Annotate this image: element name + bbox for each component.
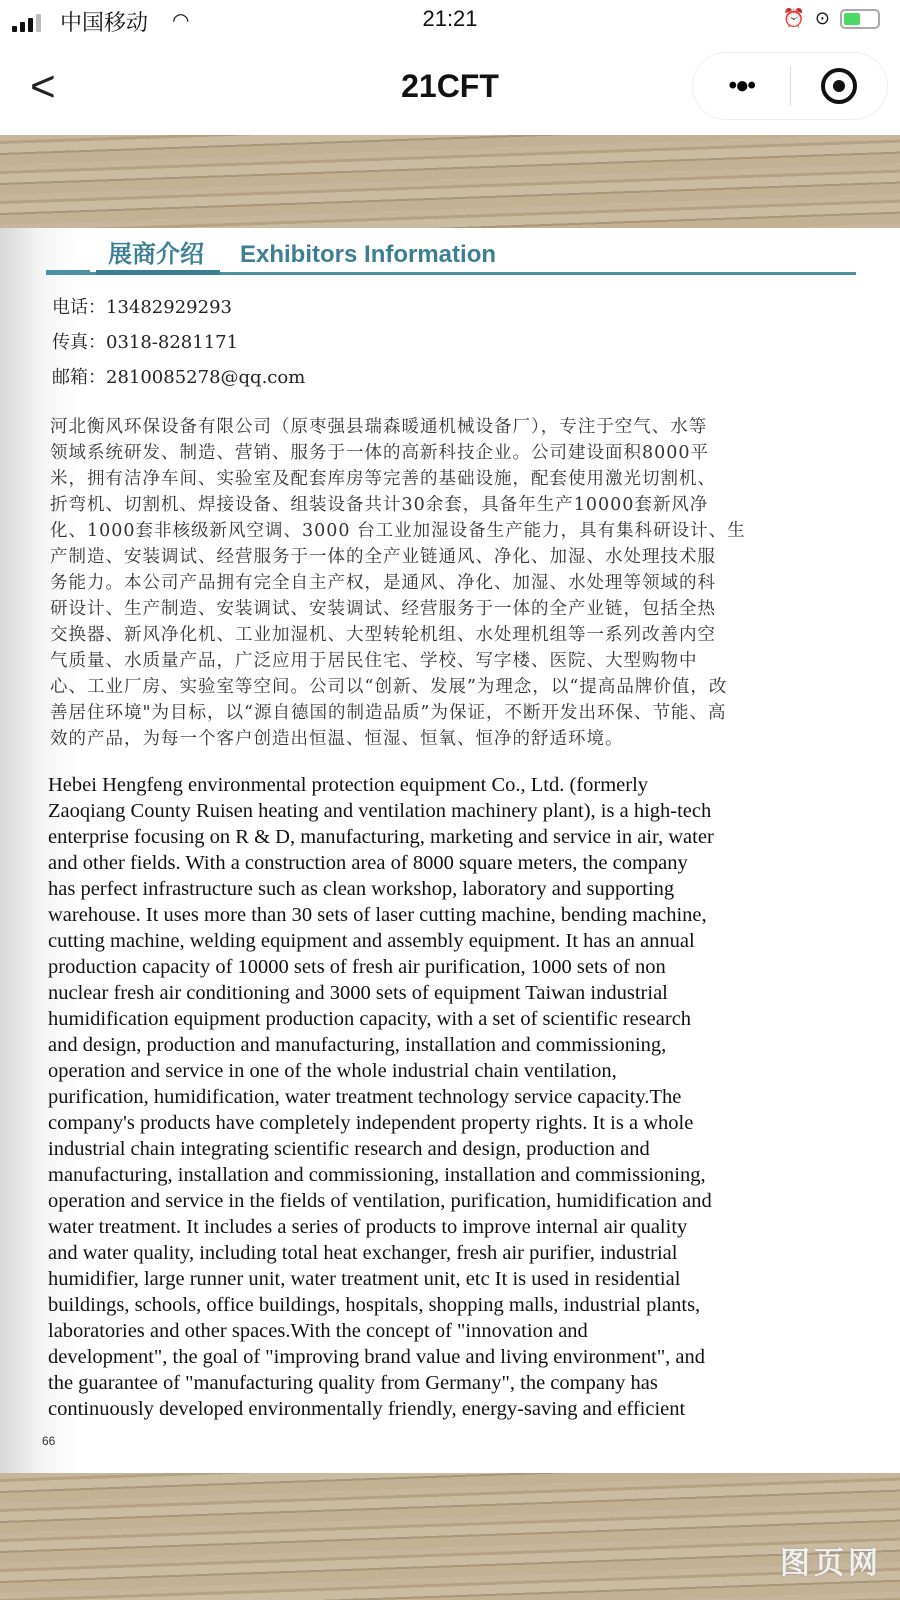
- text-line: operation and service in the fields of ventilation, purification, humidification and: [48, 1190, 712, 1212]
- page-number: 66: [42, 1434, 56, 1448]
- brochure-page: [0, 228, 900, 1473]
- target-icon: [821, 68, 857, 104]
- text-line: 交换器、新风净化机、工业加湿机、大型转轮机组、水处理机组等一系列改善内空: [50, 625, 716, 645]
- text-line: continuously developed environmentally friendly, energy-saving and efficient: [48, 1398, 686, 1420]
- text-line: warehouse. It uses more than 30 sets of laser cutting machine, bending machine,: [48, 904, 707, 926]
- text-line: 化、1000套非核级新风空调、3000 台工业加湿设备生产能力，具有集科研设计、生: [50, 521, 746, 541]
- back-button[interactable]: <: [30, 62, 56, 111]
- text-line: 折弯机、切割机、焊接设备、组装设备共计30余套，具备年生产10000套新风净: [50, 495, 709, 515]
- text-line: the guarantee of "manufacturing quality from Germany", the company has: [48, 1372, 658, 1394]
- text-line: operation and service in one of the whole industrial chain ventilation,: [48, 1060, 617, 1082]
- page-title: 21CFT: [401, 68, 499, 104]
- text-line: 河北衡风环保设备有限公司（原枣强县瑞森暖通机械设备厂），专注于空气、水等: [50, 417, 708, 437]
- text-line: humidifier, large runner unit, water treatment unit, etc It is used in residential: [48, 1268, 681, 1290]
- text-line: enterprise focusing on R & D, manufacturing, marketing and service in air, water: [48, 826, 714, 848]
- text-line: 米，拥有洁净车间、实验室及配套库房等完善的基础设施，配套使用激光切割机、: [50, 469, 716, 489]
- contact-info: [52, 290, 305, 395]
- text-line: company's products have completely independent property rights. It is a whole: [48, 1112, 694, 1134]
- text-line: development", the goal of "improving brand value and living environment", and: [48, 1346, 706, 1368]
- more-button[interactable]: •●•: [728, 72, 754, 99]
- text-line: and other fields. With a construction area of 8000 square meters, the company: [48, 852, 688, 874]
- text-line: 研设计、生产制造、安装调试、安装调试、经营服务于一体的全产业链，包括全热: [50, 599, 716, 619]
- text-line: Zaoqiang County Ruisen heating and ventilation machinery plant), is a high-tech: [48, 800, 712, 822]
- alarm-icon: ⏰: [782, 8, 805, 28]
- text-line: 产制造、安装调试、经营服务于一体的全产业链通风、净化、加湿、水处理技术服: [50, 547, 716, 567]
- watermark: 图页网: [780, 1547, 882, 1580]
- status-bar: [0, 0, 900, 44]
- miniprogram-capsule: [692, 52, 888, 120]
- section-heading: [108, 234, 496, 269]
- text-line: has perfect infrastructure such as clean workshop, laboratory and supporting: [48, 878, 675, 900]
- battery-icon: [840, 9, 880, 29]
- rotation-lock-icon: ⊙: [814, 8, 830, 28]
- email: 邮箱：2810085278@qq.com: [52, 367, 306, 388]
- chinese-description: [50, 414, 746, 752]
- text-line: humidification equipment production capacity, with a set of scientific research: [48, 1008, 692, 1030]
- text-line: water treatment. It includes a series of products to improve internal air quality: [48, 1216, 688, 1238]
- close-button[interactable]: [790, 68, 887, 104]
- text-line: manufacturing, installation and commissioning, installation and commissioning,: [48, 1164, 706, 1186]
- text-line: production capacity of 10000 sets of fresh air purification, 1000 sets of non: [48, 956, 666, 978]
- text-line: laboratories and other spaces.With the concept of "innovation and: [48, 1320, 588, 1342]
- text-line: 善居住环境"为目标，以“源自德国的制造品质”为保证，不断开发出环保、节能、高: [50, 703, 727, 723]
- wood-banner-top: [0, 135, 900, 228]
- clock: 21:21: [422, 6, 478, 31]
- text-line: 务能力。本公司产品拥有完全自主产权，是通风、净化、加湿、水处理等领域的科: [50, 573, 716, 593]
- wood-banner-bottom: [0, 1473, 900, 1600]
- text-line: buildings, schools, office buildings, hospitals, shopping malls, industrial plants,: [48, 1294, 701, 1316]
- text-line: and water quality, including total heat exchanger, fresh air purifier, industrial: [48, 1242, 678, 1264]
- heading-rule: [46, 272, 856, 275]
- text-line: 领域系统研发、制造、营销、服务于一体的高新科技企业。公司建设面积8000平: [50, 443, 710, 463]
- fax: 传真：0318-8281171: [52, 332, 239, 353]
- text-line: cutting machine, welding equipment and assembly equipment. It has an annual: [48, 930, 695, 952]
- text-line: purification, humidification, water treatment technology service capacity.The: [48, 1086, 682, 1108]
- text-line: industrial chain integrating scientific research and design, production and: [48, 1138, 650, 1160]
- carrier-label: 中国移动: [60, 10, 149, 35]
- text-line: Hebei Hengfeng environmental protection equipment Co., Ltd. (formerly: [48, 774, 649, 796]
- text-line: 心、工业厂房、实验室等空间。公司以“创新、发展”为理念，以“提高品牌价值，改: [50, 677, 728, 697]
- text-line: 气质量、水质量产品，广泛应用于居民住宅、学校、写字楼、医院、大型购物中: [50, 651, 698, 671]
- text-line: and design, production and manufacturing, installation and commissioning,: [48, 1034, 667, 1056]
- heading-cn: 展商介绍: [108, 241, 204, 268]
- phone: 电话：13482929293: [52, 297, 232, 318]
- text-line: 效的产品，为每一个客户创造出恒温、恒湿、恒氧、恒净的舒适环境。: [50, 729, 624, 749]
- wifi-icon: ◠: [172, 10, 190, 32]
- text-line: nuclear fresh air conditioning and 3000 sets of equipment Taiwan industrial: [48, 982, 668, 1004]
- heading-en: Exhibitors Information: [240, 241, 497, 268]
- nav-bar: [0, 44, 900, 134]
- english-description: [48, 772, 714, 1422]
